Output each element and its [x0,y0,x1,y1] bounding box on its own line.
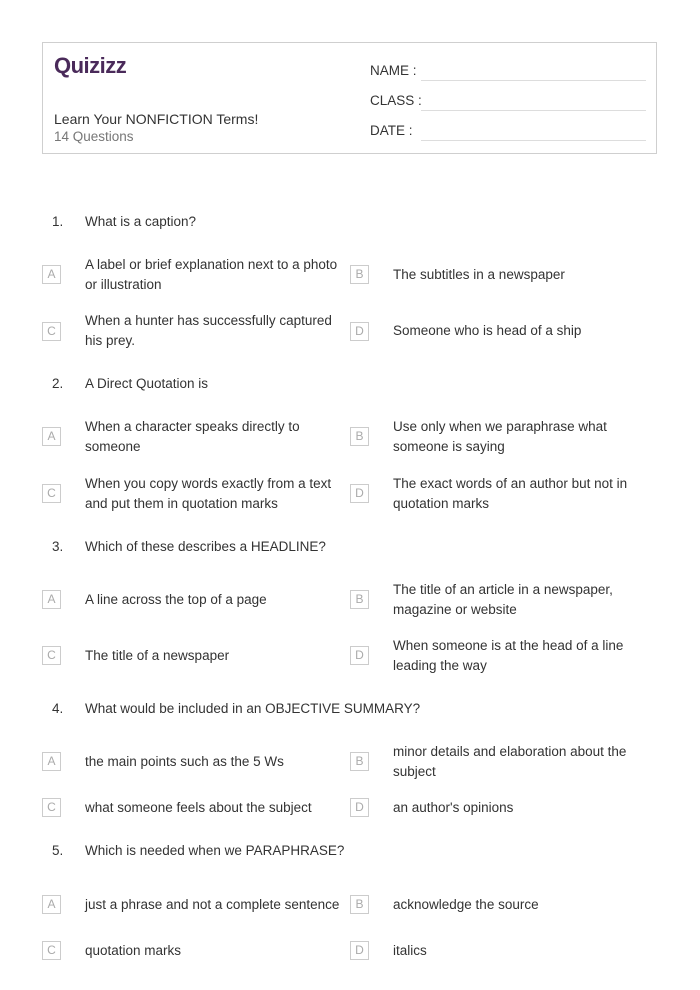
option-text[interactable]: italics [393,943,427,958]
option-letter-a[interactable]: A [42,427,61,446]
question-number: 3. [52,539,64,554]
option-text[interactable]: an author's opinions [393,800,514,815]
class-label: CLASS : [370,93,422,108]
option-letter-c[interactable]: C [42,798,61,817]
question-3 [0,539,700,563]
question-text: What is a caption? [85,214,197,229]
option-letter-d[interactable]: D [350,322,369,341]
option-letter-c[interactable]: C [42,484,61,503]
quizizz-logo: Quizizz [54,53,127,78]
question-text: Which of these describes a HEADLINE? [85,539,326,554]
question-number: 4. [52,701,64,716]
worksheet-header [42,42,657,154]
date-label: DATE : [370,123,413,138]
option-text[interactable]: When a hunter has successfully captured his prey. [85,313,332,348]
question-text: Which is needed when we PARAPHRASE? [85,843,345,858]
option-letter-a[interactable]: A [42,590,61,609]
question-4 [0,701,700,725]
option-text[interactable]: A line across the top of a page [85,592,267,607]
option-text[interactable]: Use only when we paraphrase what someone is saying [393,419,607,454]
option-text[interactable]: the main points such as the 5 Ws [85,754,284,769]
option-text[interactable]: The title of an article in a newspaper, magazine or website [393,582,613,617]
option-letter-c[interactable]: C [42,322,61,341]
class-field[interactable] [370,89,646,111]
option-text[interactable]: quotation marks [85,943,182,958]
date-line[interactable] [421,140,646,141]
question-5 [0,843,700,867]
class-line[interactable] [421,110,646,111]
option-text[interactable]: just a phrase and not a complete sentence [85,897,340,912]
question-count: 14 Questions [54,129,134,144]
option-letter-c[interactable]: C [42,941,61,960]
option-text[interactable]: what someone feels about the subject [85,800,312,815]
option-letter-d[interactable]: D [350,646,369,665]
option-letter-a[interactable]: A [42,752,61,771]
question-number: 1. [52,214,64,229]
name-line[interactable] [421,80,646,81]
option-letter-b[interactable]: B [350,427,369,446]
option-letter-b[interactable]: B [350,895,369,914]
question-number: 2. [52,376,64,391]
name-label: NAME : [370,63,417,78]
option-letter-d[interactable]: D [350,798,369,817]
question-2 [0,376,700,400]
option-letter-c[interactable]: C [42,646,61,665]
option-text[interactable]: minor details and elaboration about the subject [393,744,627,779]
option-text[interactable]: Someone who is head of a ship [393,323,582,338]
option-letter-a[interactable]: A [42,265,61,284]
question-text: A Direct Quotation is [85,376,209,391]
option-text[interactable]: The subtitles in a newspaper [393,267,565,282]
option-text[interactable]: When you copy words exactly from a text and put them in quotation marks [85,476,332,511]
option-letter-b[interactable]: B [350,590,369,609]
question-1 [0,214,700,238]
option-letter-b[interactable]: B [350,265,369,284]
question-number: 5. [52,843,64,858]
quiz-title: Learn Your NONFICTION Terms! [54,111,259,127]
option-text[interactable]: The exact words of an author but not in quotation marks [393,476,628,511]
option-letter-a[interactable]: A [42,895,61,914]
option-text[interactable]: When a character speaks directly to someone [85,419,300,454]
option-text[interactable]: The title of a newspaper [85,648,230,663]
option-letter-d[interactable]: D [350,941,369,960]
option-letter-b[interactable]: B [350,752,369,771]
question-text: What would be included in an OBJECTIVE SUMMARY? [85,701,421,716]
option-text[interactable]: When someone is at the head of a line leading the way [393,638,624,673]
date-field[interactable] [370,119,646,141]
name-field[interactable] [370,59,646,81]
option-letter-d[interactable]: D [350,484,369,503]
option-text[interactable]: A label or brief explanation next to a photo or illustration [85,257,338,292]
option-text[interactable]: acknowledge the source [393,897,539,912]
